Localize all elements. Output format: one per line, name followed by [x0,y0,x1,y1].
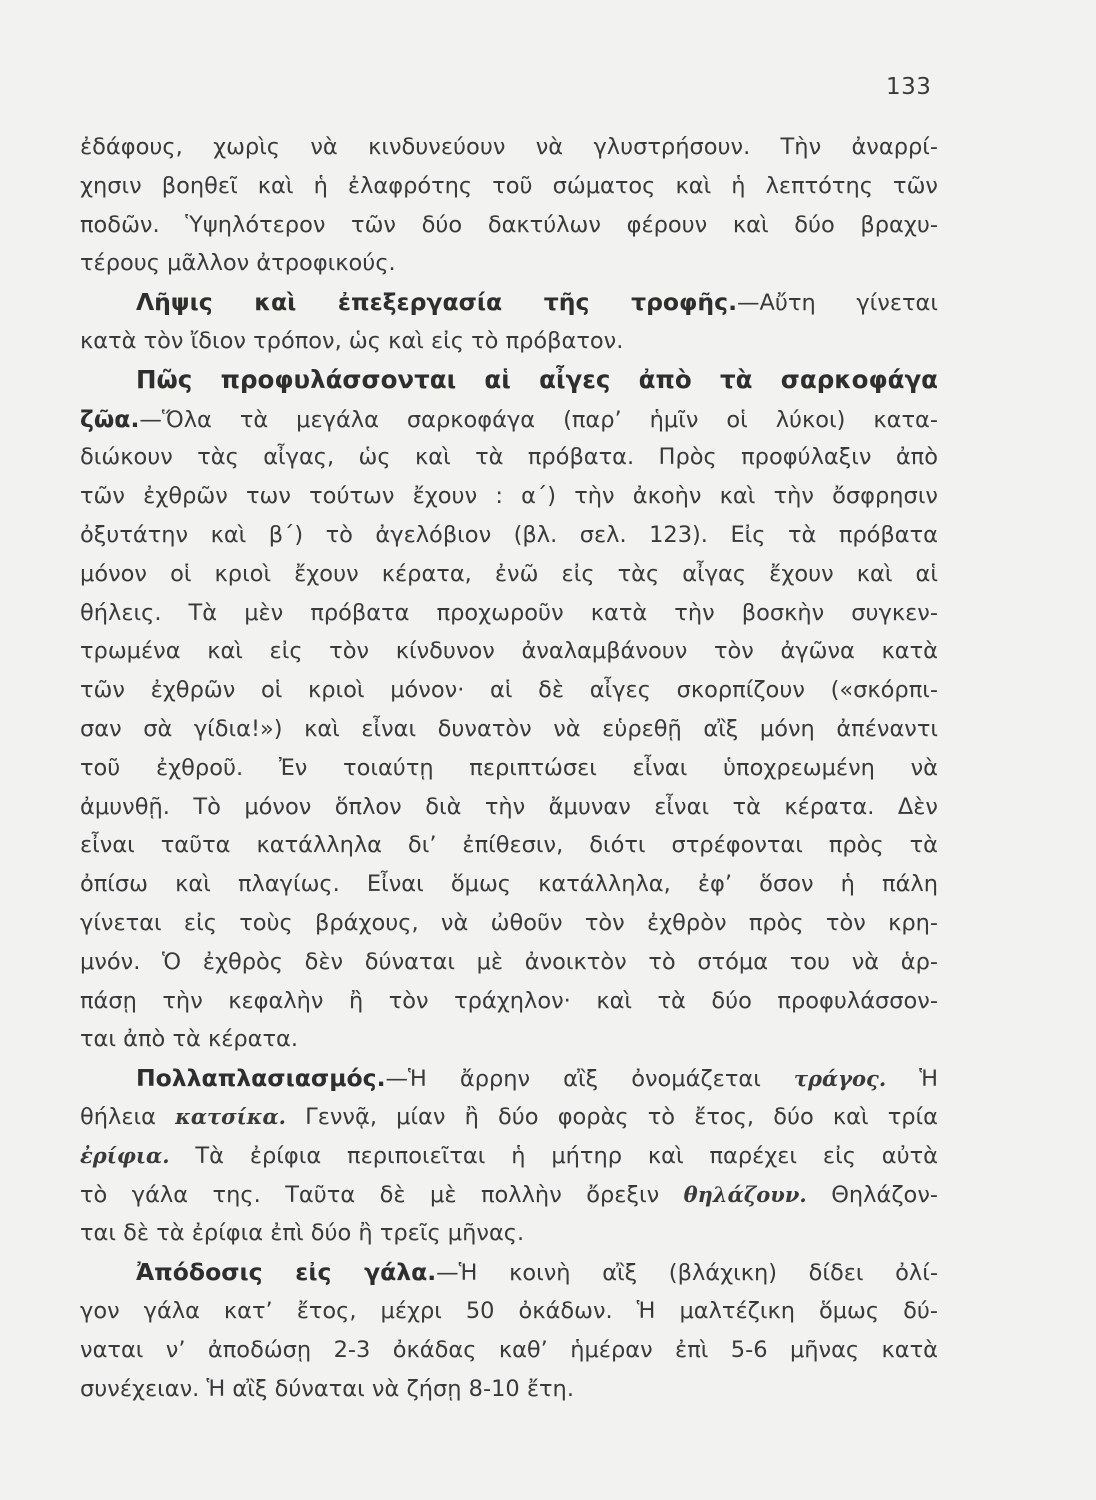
breeding-text: Ἡ ἄρρην αἲξ ὀνομάζεται [408,1066,761,1093]
feeding-heading-line [80,283,938,322]
text-line: μνόν. Ὁ ἐχθρὸς δὲν δύναται μὲ ἀνοικτὸν τὸ στόμα του νὰ ἁρ- [80,948,938,975]
milk-heading-line [80,1253,938,1292]
text-line: ὀπίσω καὶ πλαγίως. Εἶναι ὅμως κατάλληλα, ἐφ’ ὅσον ἡ πάλη [80,871,938,898]
breeding-text: Θηλάζον- [831,1181,939,1208]
page-body [80,128,938,1408]
text-line: θήλεις. Τὰ μὲν πρόβατα προχωροῦν κατὰ τὴν βοσκὴν συγκεν- [80,599,938,626]
term-erifia: ἐρίφια. [80,1142,170,1168]
text-line: γον γάλα κατ’ ἔτος, μέχρι 50 ὀκάδων. Ἡ μαλτέζικη ὅμως δύ- [80,1297,938,1324]
dash: — [436,1260,459,1287]
breeding-text: Γεννᾷ, μίαν ἢ δύο φορὰς τὸ ἔτος, δύο καὶ τρία [305,1103,939,1130]
text-line: πάσῃ τὴν κεφαλὴν ἢ τὸν τράχηλον· καὶ τὰ δύο προφυλάσσον- [80,987,938,1014]
page-number: 133 [886,74,932,100]
feeding-text: Αὔτη γίνεται [759,290,938,317]
text-line: ποδῶν. Ὑψηλότερον τῶν δύο δακτύλων φέρουν καὶ δύο βραχυ- [80,211,938,238]
text-line: ναται ν’ ἀποδώσῃ 2-3 ὀκάδας καθ’ ἡμέραν ἐπὶ 5-6 μῆνας κατὰ [80,1336,938,1363]
dash: — [385,1066,409,1093]
text-line: μόνον οἱ κριοὶ ἔχουν κέρατα, ἐνῶ εἰς τὰς αἶγας ἔχουν καὶ αἱ [80,560,938,587]
milk-heading: Ἀπόδοσις εἰς γάλα. [136,1258,437,1287]
predators-heading-end: ζῶα. [80,404,140,433]
dash: — [139,406,162,433]
text-line: Ὅλα τὰ μεγάλα σαρκοφάγα (παρ’ ἡμῖν οἱ λύκοι) κατα- [161,406,938,433]
text-line: ἐδάφους, χωρὶς νὰ κινδυνεύουν νὰ γλυστρήσουν. Τὴν ἀναρρί- [80,134,938,160]
predators-heading: Πῶς προφυλάσσονται αἱ αἶγες ἀπὸ τὰ σαρκοφάγα [136,364,938,394]
term-thilazoun: θηλάζουν. [683,1181,807,1207]
text-line: τρωμένα καὶ εἰς τὸν κίνδυνον ἀναλαμβάνουν τὸν ἀγῶνα κατὰ [80,638,938,665]
text-line: διώκουν τὰς αἶγας, ὡς καὶ τὰ πρόβατα. Πρὸς προφύλαξιν ἀπὸ [80,444,938,471]
text-line: ται ἀπὸ τὰ κέρατα. [80,1026,299,1053]
text-line: ἀμυνθῇ. Τὸ μόνον ὅπλον διὰ τὴν ἄμυναν εἶναι τὰ κέρατα. Δὲν [80,793,938,820]
breeding-heading-line [80,1059,938,1098]
text-line: τὸ γάλα της. Ταῦτα δὲ μὲ πολλὴν ὄρεξιν [80,1181,660,1208]
text-line: ται δὲ τὰ ἐρίφια ἐπὶ δύο ἢ τρεῖς μῆνας. [80,1220,525,1247]
breeding-text: θήλεια [80,1103,156,1130]
text-line: τῶν ἐχθρῶν οἱ κριοὶ μόνον· αἱ δὲ αἶγες σκορπίζουν («σκόρπι- [80,677,938,704]
breeding-line [80,1137,938,1176]
text-line: γίνεται εἰς τοὺς βράχους, νὰ ὠθοῦν τὸν ἐχθρὸν πρὸς τὸν κρη- [80,909,938,936]
term-katsika: κατσίκα. [175,1103,286,1129]
text-line: συνέχειαν. Ἡ αἲξ δύναται νὰ ζήσῃ 8-10 ἔτη. [80,1375,574,1402]
text-line: σαν σὰ γίδια!») καὶ εἶναι δυνατὸν νὰ εὑρεθῇ αἲξ μόνη ἀπέναντι [80,715,938,742]
breeding-heading: Πολλαπλασιασμός. [136,1064,386,1093]
text-line: κατὰ τὸν ἴδιον τρόπον, ὡς καὶ εἰς τὸ πρόβατον. [80,327,624,354]
dash: — [737,290,760,317]
text-line: εἶναι ταῦτα κατάλληλα δι’ ἐπίθεσιν, διότι στρέφονται πρὸς τὰ [80,832,938,859]
text-line: τοῦ ἐχθροῦ. Ἐν τοιαύτῃ περιπτώσει εἶναι ὑποχρεωμένη νὰ [80,754,938,781]
breeding-text: Ἡ [919,1066,939,1093]
text-line: τέρους μᾶλλον ἀτροφικούς. [80,250,396,277]
text-line: χησιν βοηθεῖ καὶ ἡ ἐλαφρότης τοῦ σώματος καὶ ἡ λεπτότης τῶν [80,172,938,199]
feeding-heading: Λῆψις καὶ ἐπεξεργασία τῆς τροφῆς. [136,288,738,317]
breeding-line [80,1098,938,1137]
text-line: Τὰ ἐρίφια περιποιεῖται ἡ μήτηρ καὶ παρέχει εἰς αὐτὰ [195,1142,938,1169]
term-tragos: τράγος. [793,1066,887,1092]
predators-first-line [80,400,938,439]
text-line: ὀξυτάτην καὶ β΄) τὸ ἀγελόβιον (βλ. σελ. 123). Εἰς τὰ πρόβατα [80,521,938,548]
breeding-line [80,1176,938,1215]
milk-text: Ἡ κοινὴ αἲξ (βλάχικη) δίδει ὀλί- [458,1260,938,1287]
text-line: τῶν ἐχθρῶν των τούτων ἔχουν : α΄) τὴν ἀκοὴν καὶ τὴν ὄσφρησιν [80,483,938,510]
